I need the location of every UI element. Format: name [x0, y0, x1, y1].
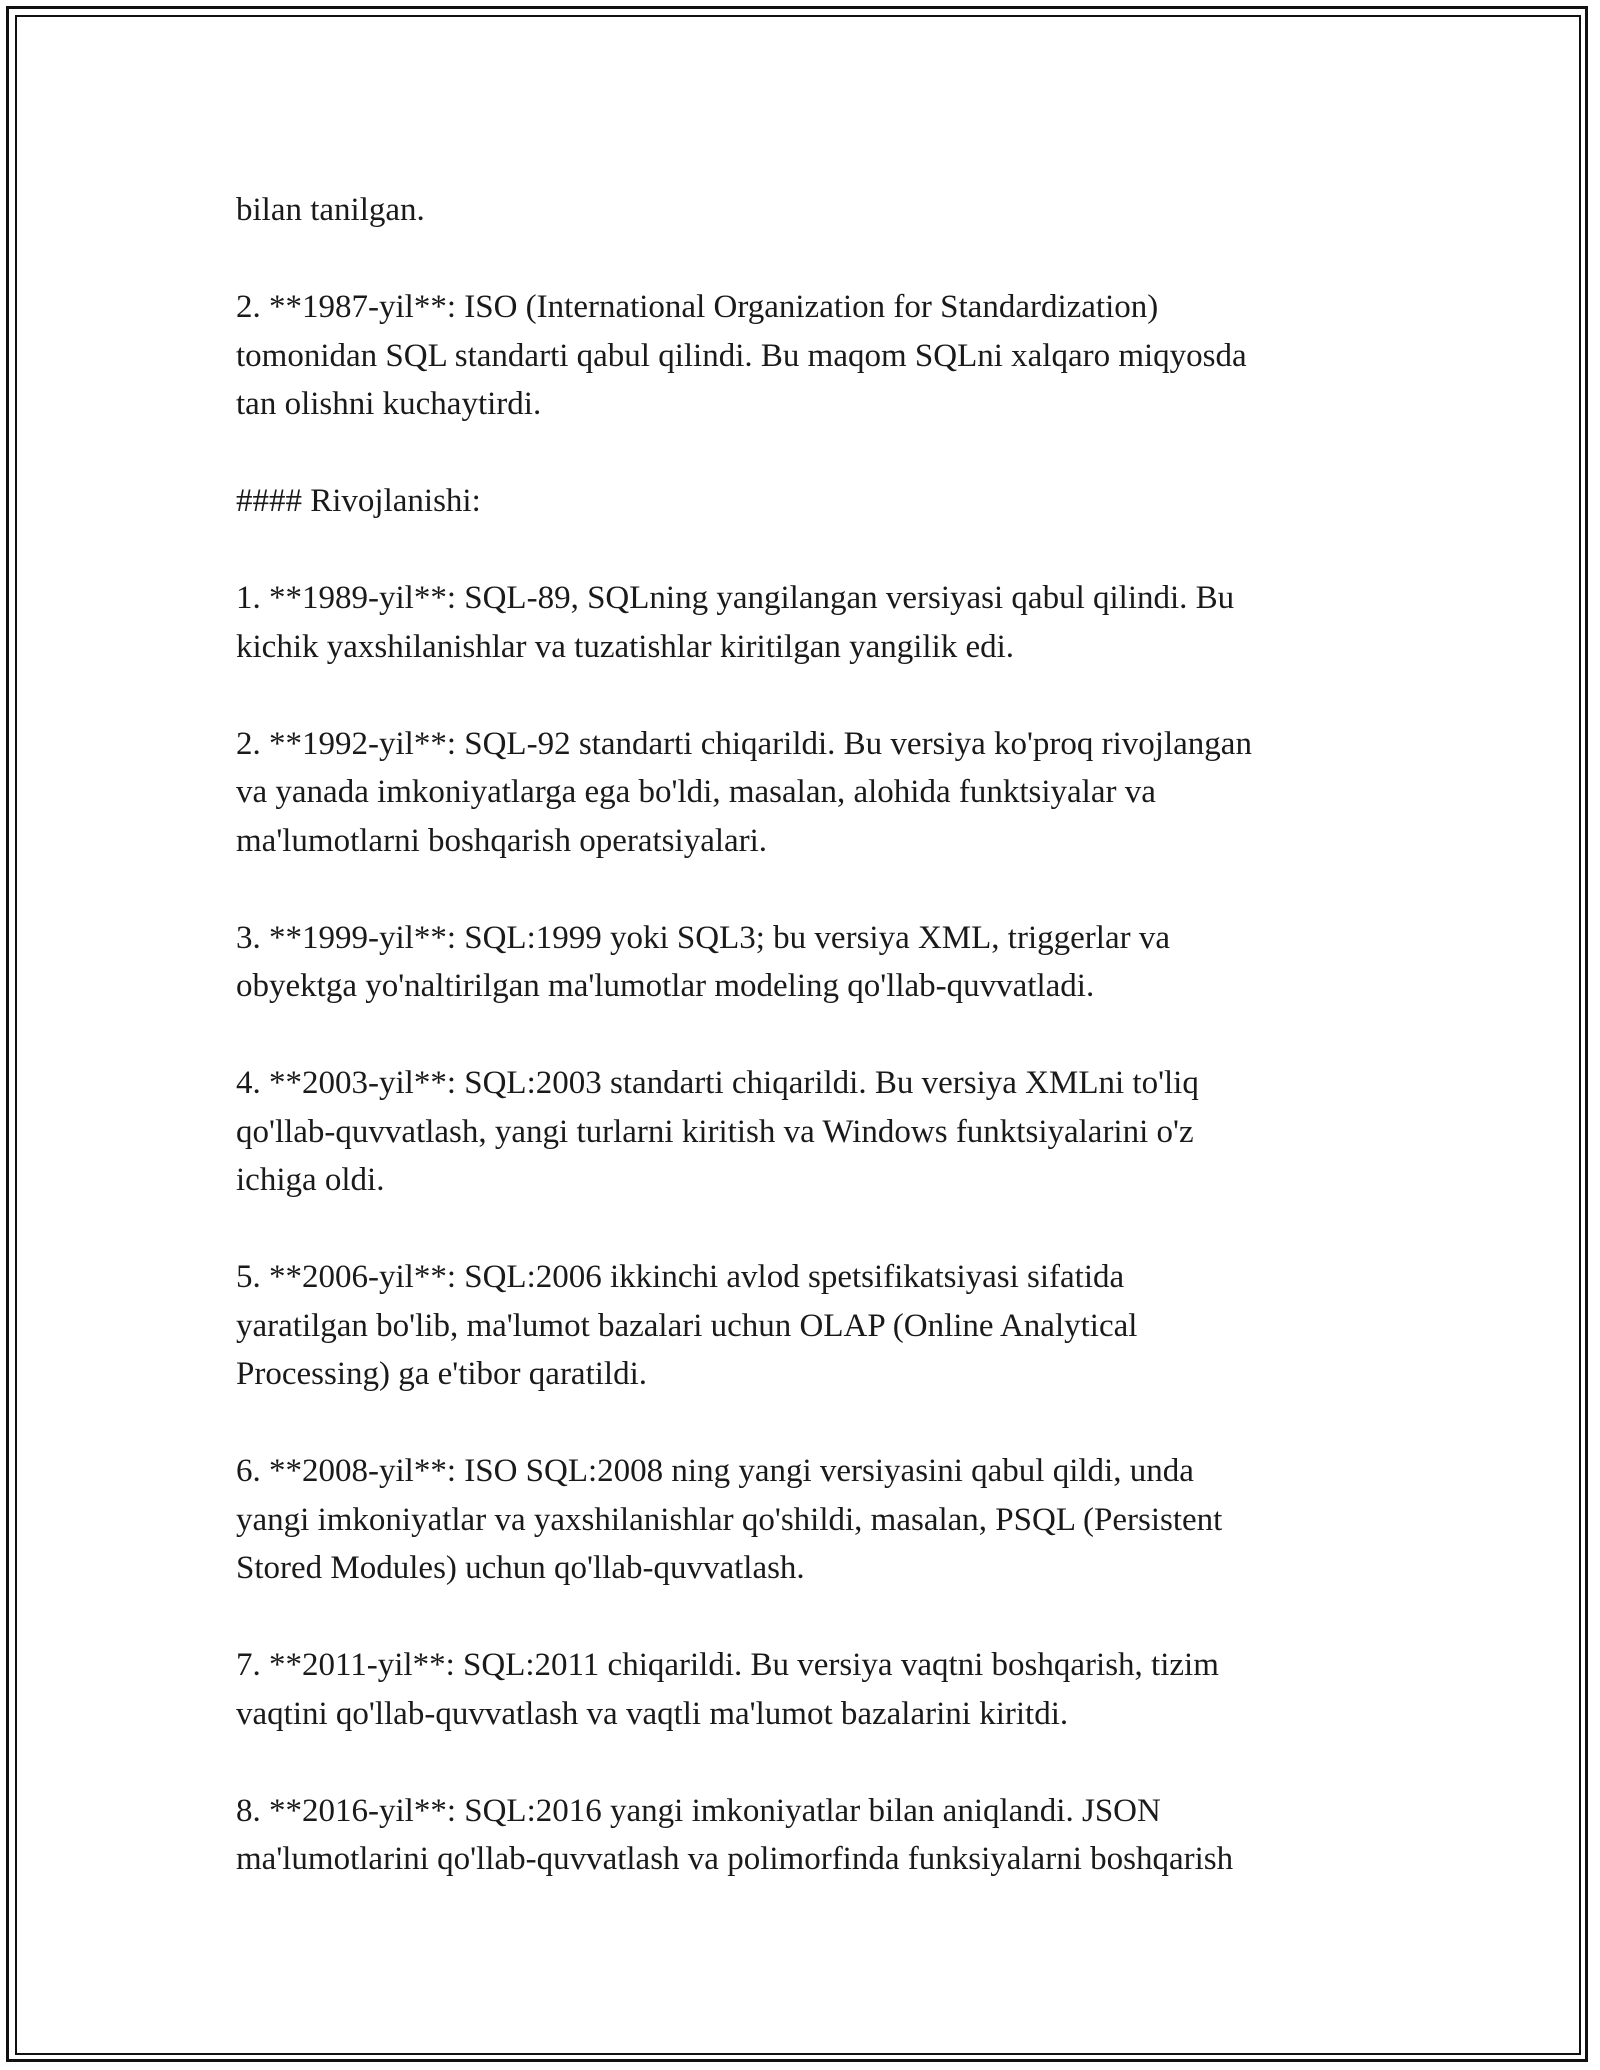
page-content: [236, 186, 1376, 1884]
paragraph-continuation: bilan tanilgan.: [236, 192, 425, 228]
paragraph-1987: 2. **1987-yil**: ISO (International Organization for Standardization) tomonidan SQL standarti qabul qilindi. Bu maqom SQLni xalqaro miqyosda tan olishni kuchaytirdi.: [236, 289, 1247, 422]
list-item-2016: 8. **2016-yil**: SQL:2016 yangi imkoniyatlar bilan aniqlandi. JSON ma'lumotlarini qo'llab-quvvatlash va polimorfinda funksiyalarni boshqarish: [236, 1792, 1234, 1877]
list-item-1992: 2. **1992-yil**: SQL-92 standarti chiqarildi. Bu versiya ko'proq rivojlangan va yanada imkoniyatlarga ega bo'ldi, masalan, alohida funktsiyalar va ma'lumotlarni boshqarish operatsiyalari.: [236, 725, 1252, 859]
list-item-2008: 6. **2008-yil**: ISO SQL:2008 ning yangi versiyasini qabul qildi, unda yangi imkoniyatlar va yaxshilanishlar qo'shildi, masalan, PSQL (Persistent Stored Modules) uchun qo'llab-quvvatlash.: [236, 1453, 1223, 1586]
list-item-1989: 1. **1989-yil**: SQL-89, SQLning yangilangan versiyasi qabul qilindi. Bu kichik yaxshilanishlar va tuzatishlar kiritilgan yangilik edi.: [236, 580, 1235, 665]
list-item-2003: 4. **2003-yil**: SQL:2003 standarti chiqarildi. Bu versiya XMLni to'liq qo'llab-quvvatlash, yangi turlarni kiritish va Windows funktsiyalarini o'z ichiga oldi.: [236, 1065, 1199, 1198]
list-item-1999: 3. **1999-yil**: SQL:1999 yoki SQL3; bu versiya XML, triggerlar va obyektga yo'naltirilgan ma'lumotlar modeling qo'llab-quvvatladi.: [236, 919, 1170, 1004]
list-item-2006: 5. **2006-yil**: SQL:2006 ikkinchi avlod spetsifikatsiyasi sifatida yaratilgan bo'lib, ma'lumot bazalari uchun OLAP (Online Analytical Processing) ga e'tibor qaratildi.: [236, 1259, 1138, 1392]
section-heading-rivojlanishi: #### Rivojlanishi:: [236, 483, 481, 519]
list-item-2011: 7. **2011-yil**: SQL:2011 chiqarildi. Bu versiya vaqtni boshqarish, tizim vaqtini qo'llab-quvvatlash va vaqtli ma'lumot bazalarini kiritdi.: [236, 1647, 1219, 1732]
